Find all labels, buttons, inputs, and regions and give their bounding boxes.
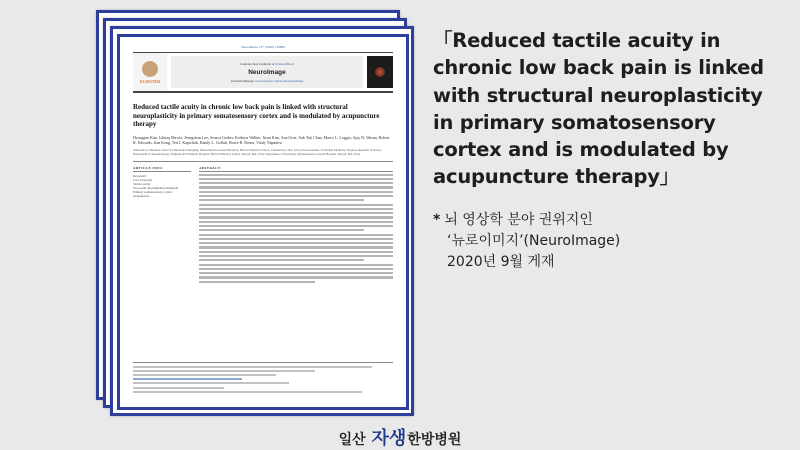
abstract-line	[199, 174, 393, 176]
keyword-item: Acupuncture	[133, 193, 150, 198]
abstract-line	[199, 276, 393, 278]
footnote-line	[133, 370, 315, 372]
publication-note	[433, 210, 773, 273]
abstract-line	[199, 242, 393, 244]
keyword-item: Tactile acuity	[133, 181, 151, 186]
abstract-line	[199, 212, 393, 214]
abstract-line	[199, 199, 364, 201]
abstract-line	[199, 182, 393, 184]
abstract-line	[199, 281, 315, 283]
sciencedirect-link[interactable]: ScienceDirect	[275, 61, 295, 66]
article-body	[133, 166, 393, 285]
footnotes	[133, 362, 393, 395]
abstract-line	[199, 238, 393, 240]
keyword-item: Low back pain	[133, 177, 152, 182]
hospital-logo	[0, 424, 800, 450]
note-line-2: ‘뉴로이미지’(NeuroImage)	[447, 233, 621, 249]
citation-line: NeuroImage 217 (2020) 116899	[241, 45, 285, 49]
abstract-line	[199, 186, 393, 188]
abstract-line	[199, 178, 393, 180]
keywords-heading: Keywords:	[133, 173, 147, 178]
paper-title-quote: 「Reduced tactile acuity in chronic low back pain is linked with structural neuroplasticity in primary somatosensory cortex and is modulated by acupuncture therapy」	[433, 29, 764, 189]
abstract-line	[199, 221, 393, 223]
journal-header	[133, 52, 393, 93]
note-asterisk: *	[433, 212, 441, 228]
abstract-line	[199, 204, 393, 206]
affiliations: Athinoula A. Martinos Center for Biomedical Imaging, Massachusetts General Hospital, Harvard Medical School, Charlestown, MA, USA; Korea Institute of Oriental Medicine, Daejeon, Republic of Korea; Department of Anesthesiology, Brigham and Women's Hospital, Harvard Medical School, Boston, MA, USA; Department of Psychiatry, Massachusetts General Hospital, Boston, MA, USA	[133, 149, 393, 162]
abstract-column	[199, 166, 393, 285]
article-title: Reduced tactile acuity in chronic low back pain is linked with structural neuroplasticity in primary somatosensory cortex and is modulated by acupuncture therapy	[133, 103, 380, 129]
journal-masthead	[171, 56, 363, 88]
abstract-line	[199, 208, 393, 210]
logo-brand: 자생	[371, 428, 407, 449]
homepage-link[interactable]: www.elsevier.com/locate/neuroimage	[255, 78, 304, 83]
publisher-name: ELSEVIER	[139, 78, 161, 84]
abstract-line	[199, 272, 393, 274]
abstract-line	[199, 264, 393, 266]
keyword-item: Primary somatosensory cortex	[133, 189, 172, 194]
abstract-line	[199, 251, 393, 253]
author-list: Hyungjun Kim, Ishtiaq Mawla, Jeungchan Lee, Jessica Gerber, Kathryn Walker, Jieun Kim, Ana Ortiz, Suk-Tak Chan, Marco L. Loggia, Ajay D. Wasan, Robert R. Edwards, Jian Kong, Ted J. Kaptchuk, Randy L. Gollub, Bruce R. Rosen, Vitaly Napadow	[133, 134, 390, 145]
contents-line	[240, 62, 295, 66]
abstract-text	[199, 174, 393, 283]
note-line-3: 2020년 9월 게재	[447, 254, 555, 270]
abstract-line	[199, 268, 393, 270]
logo-suffix: 한방병원	[407, 432, 462, 448]
tree-icon	[142, 61, 158, 77]
abstract-line	[199, 229, 364, 231]
homepage-line	[231, 79, 304, 83]
contents-prefix: Contents lists available at	[239, 61, 275, 66]
abstract-line	[199, 246, 393, 248]
abstract-line	[199, 191, 393, 193]
note-line-1: 뇌 영상학 분야 권위지인	[444, 212, 593, 228]
abstract-line	[199, 195, 393, 197]
footnote-line	[133, 387, 224, 389]
footnote-line	[133, 366, 372, 368]
article-info-column	[133, 166, 191, 285]
footnote-line	[133, 391, 362, 393]
journal-title: NeuroImage	[248, 68, 286, 76]
brain-image-icon	[375, 67, 385, 77]
abstract-line	[199, 234, 393, 236]
footnote-line	[133, 374, 276, 376]
journal-cover-thumbnail	[367, 56, 393, 88]
abstract-line	[199, 259, 364, 261]
abstract-heading: ABSTRACT	[199, 166, 393, 172]
homepage-prefix: journal homepage:	[230, 78, 255, 83]
logo-prefix: 일산	[338, 432, 366, 448]
article-info-heading: ARTICLE INFO	[133, 166, 191, 172]
paper-first-page	[117, 34, 409, 410]
keyword-item: Two-point discrimination threshold	[133, 185, 179, 190]
footnote-line	[133, 382, 289, 384]
publisher-logo	[133, 53, 167, 91]
abstract-line	[199, 225, 393, 227]
doi-link[interactable]	[133, 378, 242, 380]
abstract-line	[199, 216, 393, 218]
abstract-line	[199, 255, 393, 257]
